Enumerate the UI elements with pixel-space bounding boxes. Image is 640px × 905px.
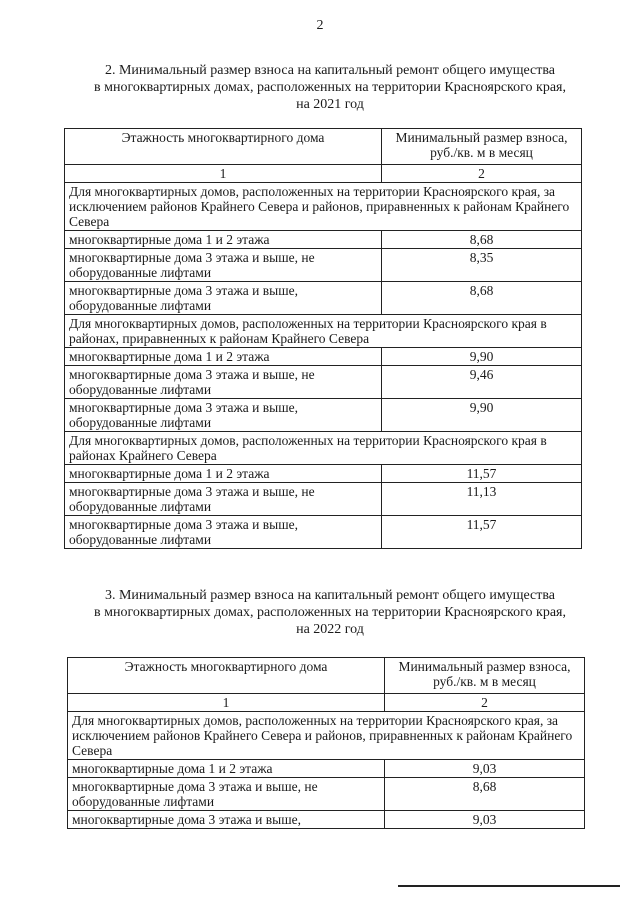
floors-cell: многоквартирные дома 1 и 2 этажа [68, 760, 385, 778]
section-title-line: в многоквартирных домах, расположенных на территории Красноярского края, [94, 605, 566, 620]
table-row [65, 516, 582, 549]
fee-table-2021 [64, 128, 582, 549]
fee-value: 11,57 [382, 465, 582, 483]
table-row [65, 366, 582, 399]
column-number-row [68, 694, 585, 712]
group-label: Для многоквартирных домов, расположенных на территории Красноярского края, за исключением районов Крайнего Севера и районов, приравненных к районам Крайнего Севера [68, 712, 585, 760]
floors-cell: многоквартирные дома 3 этажа и выше, не оборудованные лифтами [65, 366, 382, 399]
column-number: 2 [385, 694, 585, 712]
floors-cell: многоквартирные дома 1 и 2 этажа [65, 348, 382, 366]
floors-cell: многоквартирные дома 3 этажа и выше, оборудованные лифтами [65, 516, 382, 549]
section-title-line: на 2022 год [296, 622, 364, 637]
section-title-2022 [60, 587, 600, 638]
fee-value: 11,57 [382, 516, 582, 549]
table-row [65, 399, 582, 432]
fee-value: 8,68 [382, 231, 582, 249]
floors-cell: многоквартирные дома 3 этажа и выше, не оборудованные лифтами [68, 778, 385, 811]
floors-cell: многоквартирные дома 3 этажа и выше, оборудованные лифтами [65, 282, 382, 315]
floors-cell: многоквартирные дома 1 и 2 этажа [65, 231, 382, 249]
section-title-line: 2. Минимальный размер взноса на капитальный ремонт общего имущества [104, 63, 556, 78]
table-row [65, 348, 582, 366]
floors-cell: многоквартирные дома 3 этажа и выше, [68, 811, 385, 829]
fee-value: 9,03 [385, 760, 585, 778]
table-row [68, 778, 585, 811]
table-row [68, 811, 585, 829]
column-number: 2 [382, 165, 582, 183]
group-row [68, 712, 585, 760]
table-header-row [68, 658, 585, 694]
fee-value: 9,90 [382, 399, 582, 432]
header-min-fee: Минимальный размер взноса, руб./кв. м в месяц [385, 658, 585, 694]
group-row [65, 315, 582, 348]
floors-cell: многоквартирные дома 3 этажа и выше, оборудованные лифтами [65, 399, 382, 432]
group-label: Для многоквартирных домов, расположенных на территории Красноярского края в районах, приравненных к районам Крайнего Севера [65, 315, 582, 348]
table-header-row [65, 129, 582, 165]
group-label: Для многоквартирных домов, расположенных на территории Красноярского края в районах Крайнего Севера [65, 432, 582, 465]
section-title-line: на 2021 год [296, 97, 364, 112]
section-title-2021 [60, 62, 600, 113]
group-label: Для многоквартирных домов, расположенных на территории Красноярского края, за исключением районов Крайнего Севера и районов, приравненных к районам Крайнего Севера [65, 183, 582, 231]
footer-rule [398, 885, 620, 887]
page-number: 2 [316, 18, 324, 33]
header-floors: Этажность многоквартирного дома [68, 658, 385, 694]
fee-value: 11,13 [382, 483, 582, 516]
header-floors: Этажность многоквартирного дома [65, 129, 382, 165]
floors-cell: многоквартирные дома 3 этажа и выше, не оборудованные лифтами [65, 249, 382, 282]
fee-value: 8,68 [385, 778, 585, 811]
table-row [68, 760, 585, 778]
fee-value: 8,35 [382, 249, 582, 282]
fee-value: 9,46 [382, 366, 582, 399]
header-min-fee: Минимальный размер взноса, руб./кв. м в месяц [382, 129, 582, 165]
column-number-row [65, 165, 582, 183]
fee-value: 8,68 [382, 282, 582, 315]
table-row [65, 249, 582, 282]
fee-value: 9,03 [385, 811, 585, 829]
table-row [65, 231, 582, 249]
floors-cell: многоквартирные дома 3 этажа и выше, не оборудованные лифтами [65, 483, 382, 516]
group-row [65, 432, 582, 465]
floors-cell: многоквартирные дома 1 и 2 этажа [65, 465, 382, 483]
table-row [65, 282, 582, 315]
fee-table-2022 [67, 657, 585, 829]
section-title-line: в многоквартирных домах, расположенных на территории Красноярского края, [94, 80, 566, 95]
column-number: 1 [65, 165, 382, 183]
section-title-line: 3. Минимальный размер взноса на капитальный ремонт общего имущества [104, 588, 556, 603]
table-row [65, 465, 582, 483]
table-row [65, 483, 582, 516]
group-row [65, 183, 582, 231]
fee-value: 9,90 [382, 348, 582, 366]
column-number: 1 [68, 694, 385, 712]
